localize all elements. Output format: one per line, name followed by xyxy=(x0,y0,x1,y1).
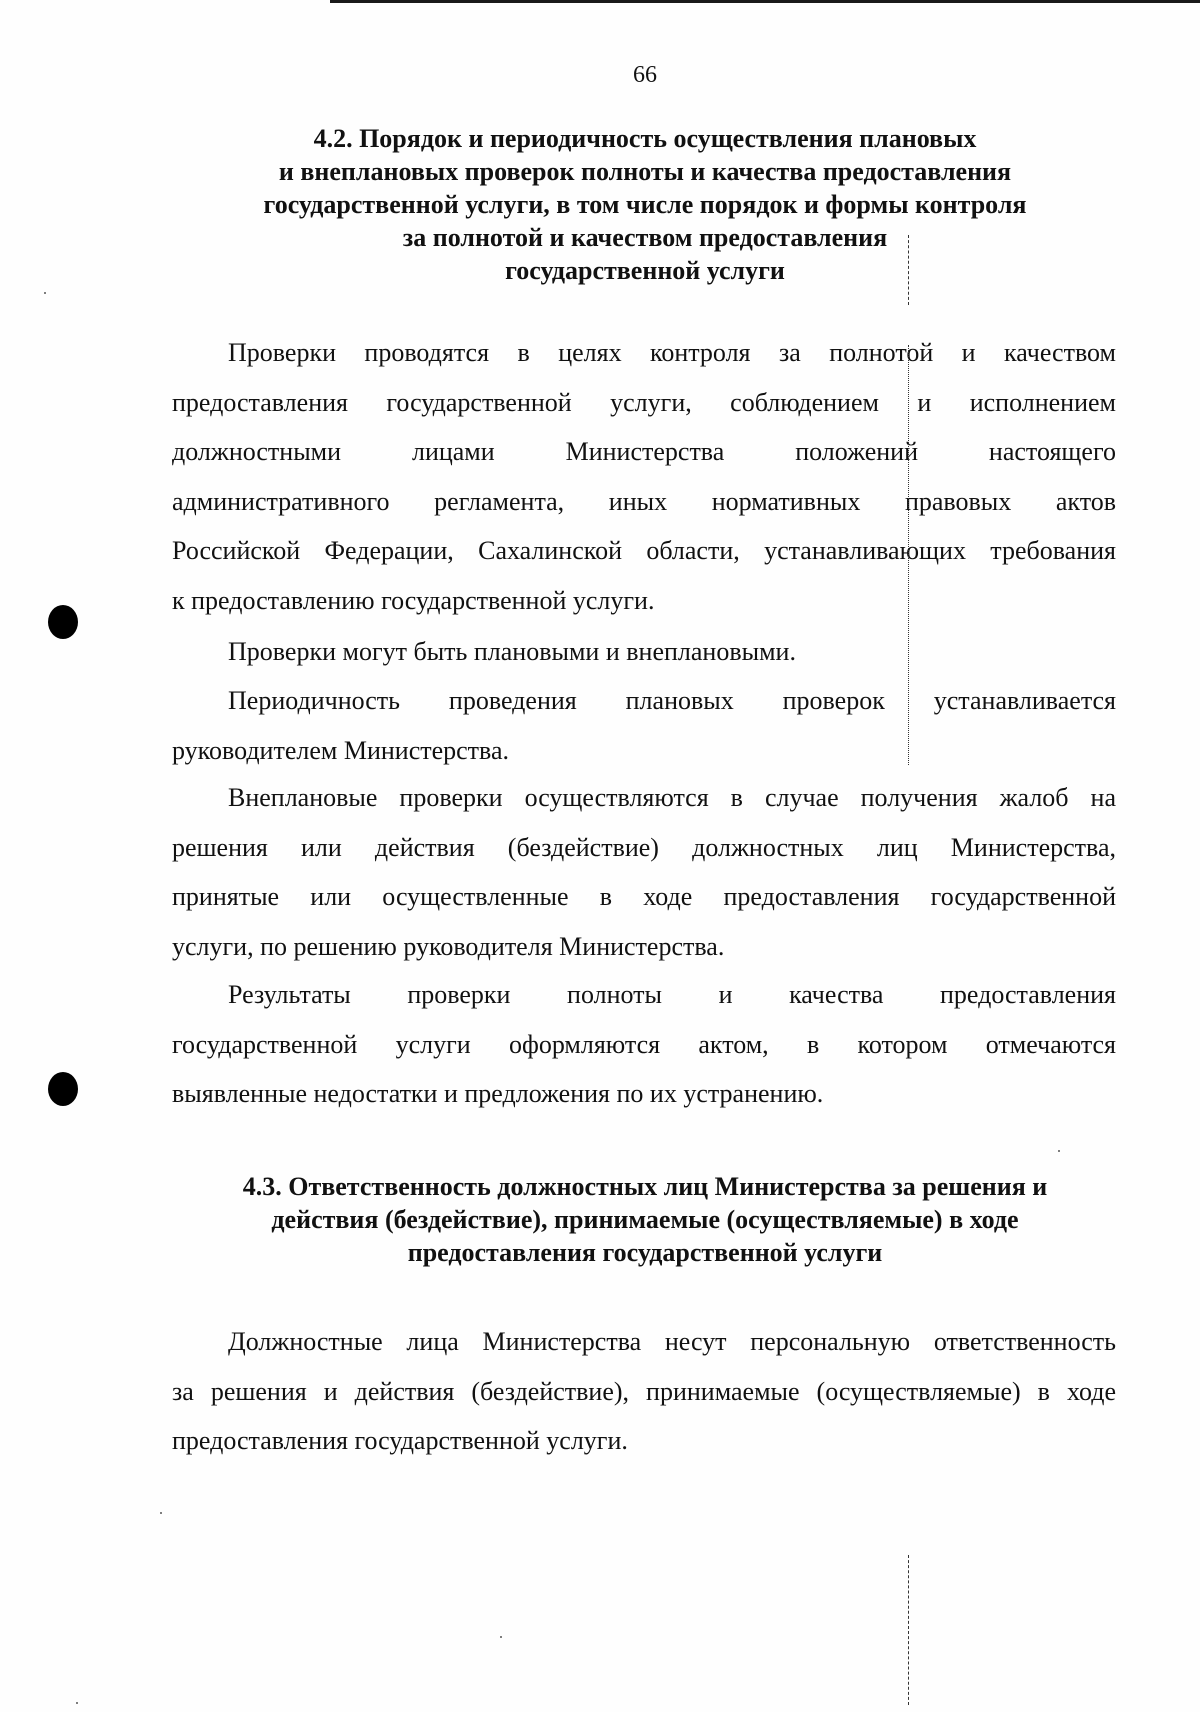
top-edge-rule xyxy=(330,0,1200,3)
text-line: к предоставлению государственной услуги. xyxy=(172,585,655,615)
text-line: услуги, по решению руководителя Министерства. xyxy=(172,931,725,961)
section-4-3-heading xyxy=(170,1170,1120,1269)
paragraph-check-results xyxy=(172,970,1116,1119)
text-line: принятые или осуществленные в ходе предоставления государственной xyxy=(172,882,1116,911)
scan-speck xyxy=(160,1512,162,1514)
text-line: государственной услуги оформляются актом, в котором отмечаются xyxy=(172,1029,1116,1059)
heading-line: 4.3. Ответственность должностных лиц Министерства за решения и xyxy=(242,1172,1048,1201)
scan-fold-line xyxy=(908,1555,909,1705)
paragraph-responsibility xyxy=(172,1317,1116,1466)
text-line: административного регламента, иных нормативных правовых актов xyxy=(172,486,1116,516)
scan-fold-line xyxy=(908,235,909,305)
paragraph-unplanned-checks xyxy=(172,773,1116,971)
paragraph-check-types xyxy=(172,627,1116,677)
text-line: предоставления государственной услуги, соблюдением и исполнением xyxy=(172,387,1116,417)
text-line: Периодичность проведения плановых проверок устанавливается xyxy=(228,686,1116,715)
text-line: выявленные недостатки и предложения по их устранению. xyxy=(172,1079,824,1108)
paragraph-periodicity xyxy=(172,676,1116,775)
section-4-2-heading xyxy=(170,122,1120,287)
scan-fold-line xyxy=(908,345,909,765)
punch-hole-mark xyxy=(48,605,78,639)
text-line: предоставления государственной услуги. xyxy=(172,1426,628,1455)
text-line: Результаты проверки полноты и качества предоставления xyxy=(228,980,1116,1009)
scan-speck xyxy=(76,1702,78,1704)
scan-speck xyxy=(500,1636,502,1638)
heading-line: государственной услуги, в том числе порядок и формы контроля xyxy=(263,190,1027,219)
heading-line: предоставления государственной услуги xyxy=(407,1238,883,1267)
text-line: за решения и действия (бездействие), принимаемые (осуществляемые) в ходе xyxy=(172,1376,1116,1406)
text-line: Российской Федерации, Сахалинской области, устанавливающих требования xyxy=(172,536,1116,565)
punch-hole-mark xyxy=(48,1072,78,1106)
heading-line: 4.2. Порядок и периодичность осуществления плановых xyxy=(313,124,977,153)
text-line: решения или действия (бездействие) должностных лиц Министерства, xyxy=(172,832,1116,862)
text-line: Проверки могут быть плановыми и внеплановыми. xyxy=(228,637,796,666)
heading-line: за полнотой и качеством предоставления xyxy=(402,223,888,252)
text-line: Проверки проводятся в целях контроля за полнотой и качеством xyxy=(228,338,1116,367)
heading-line: и внеплановых проверок полноты и качества предоставления xyxy=(278,157,1012,186)
text-line: должностными лицами Министерства положений настоящего xyxy=(172,437,1116,466)
scan-speck xyxy=(44,292,46,294)
heading-line: государственной услуги xyxy=(505,256,785,285)
text-line: руководителем Министерства. xyxy=(172,735,510,765)
paragraph-checks-purpose xyxy=(172,328,1116,625)
text-line: Должностные лица Министерства несут персональную ответственность xyxy=(228,1327,1116,1356)
text-line: Внеплановые проверки осуществляются в случае получения жалоб на xyxy=(228,783,1116,812)
page-number: 66 xyxy=(633,62,657,88)
heading-line: действия (бездействие), принимаемые (осуществляемые) в ходе xyxy=(271,1205,1019,1234)
scan-speck xyxy=(1058,1150,1060,1152)
